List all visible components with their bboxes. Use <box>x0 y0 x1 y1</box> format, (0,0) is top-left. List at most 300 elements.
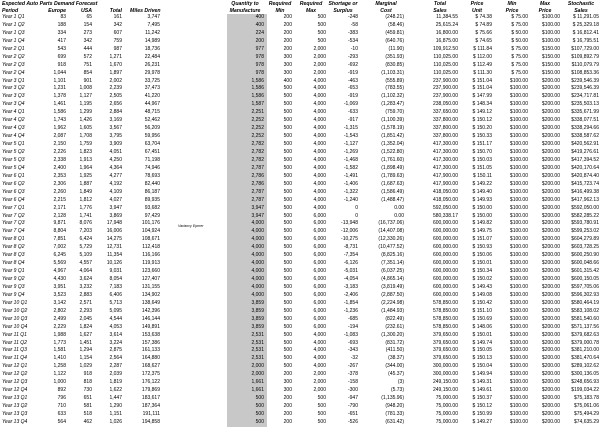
marginal-cost-cell: (8,825.16) <box>381 252 404 259</box>
total-sales-cell: 25,615.24 <box>435 21 458 28</box>
period-cell: Year 4 Q1 <box>2 109 25 116</box>
required-min-cell: 500 <box>283 283 292 290</box>
max-price-cell: $100.00 <box>541 37 560 44</box>
total-cell: 4,192 <box>109 180 122 187</box>
marginal-cost-cell: (948.20) <box>385 403 404 410</box>
min-price-cell: $100.00 <box>509 180 528 187</box>
max-price-cell: $200.00 <box>541 307 560 314</box>
quantity-cell: 400 <box>255 21 264 28</box>
miles-cell: 3,747 <box>147 14 160 20</box>
miles-cell: 104,924 <box>141 228 160 235</box>
total-sales-cell: 578,850.00 <box>432 307 458 314</box>
min-price-cell: $100.00 <box>509 244 528 251</box>
stochastic-sales-cell: $ 25,329.18 <box>572 21 599 28</box>
miles-cell: 194,858 <box>141 418 160 425</box>
min-price-cell: $ 75.00 <box>511 14 528 20</box>
table-row <box>0 54 600 60</box>
total-sales-cell: 600,000.00 <box>432 244 458 251</box>
stochastic-sales-cell: $581,540.60 <box>571 315 599 322</box>
header-maxprice-line1: Max <box>539 1 551 7</box>
period-cell: Year 1 Q3 <box>2 29 25 36</box>
price-cell: $ 150.33 <box>472 133 492 140</box>
total-sales-cell: 417,300.00 <box>432 148 458 155</box>
price-cell: $ 150.05 <box>472 347 492 354</box>
total-cell: 2,239 <box>109 85 122 92</box>
min-price-cell: $ 75.00 <box>511 61 528 68</box>
quantity-cell: 2,786 <box>251 180 264 187</box>
required-min-cell: 300 <box>283 61 292 68</box>
table-row <box>0 387 600 393</box>
max-price-cell: $200.00 <box>541 101 560 108</box>
required-max-cell: 4,000 <box>313 109 326 116</box>
max-price-cell: $200.00 <box>541 117 560 124</box>
total-cell: 10,126 <box>106 260 122 267</box>
required-min-cell: 500 <box>283 363 292 370</box>
quantity-cell: 2,782 <box>251 141 264 148</box>
usa-cell: 273 <box>83 29 92 36</box>
miles-cell: 191,111 <box>142 411 160 417</box>
min-price-cell: $100.00 <box>509 363 528 370</box>
miles-cell: 161,133 <box>141 347 160 354</box>
min-price-cell: $100.00 <box>509 299 528 306</box>
quantity-cell: 1,661 <box>251 379 264 386</box>
period-cell: Year 10 Q1 <box>2 299 28 306</box>
marginal-cost-cell: (783.55) <box>385 85 404 92</box>
stochastic-sales-cell: $592,050.00 <box>571 204 599 211</box>
required-max-cell: 6,000 <box>313 283 326 290</box>
europe-cell: 2,150 <box>53 141 66 148</box>
price-cell: $ 151.10 <box>472 307 492 314</box>
total-cell: 9,031 <box>109 268 122 275</box>
miles-cell: 112,418 <box>142 244 160 251</box>
miles-cell: 179,869 <box>141 387 160 394</box>
stochastic-sales-cell: $603,728.25 <box>571 244 599 251</box>
usa-cell: 1,195 <box>79 101 92 108</box>
price-cell: $ 150.00 <box>472 204 492 211</box>
miles-cell: 97,429 <box>144 212 160 219</box>
quantity-cell: 4,000 <box>251 236 264 243</box>
stochastic-sales-cell: $338,077.51 <box>571 117 599 124</box>
total-sales-cell: 75,000.00 <box>435 395 458 402</box>
shortage-cell: -1,236 <box>343 307 358 314</box>
quantity-cell: 4,000 <box>251 252 264 259</box>
europe-cell: 633 <box>57 411 66 417</box>
europe-cell: 2,400 <box>53 164 66 171</box>
table-row <box>0 332 600 338</box>
miles-cell: 187,364 <box>141 403 160 410</box>
marginal-cost-cell: (759.70) <box>385 109 404 116</box>
quantity-cell: 2,787 <box>251 164 264 171</box>
miles-cell: 22,484 <box>144 53 160 60</box>
price-cell: $ 151.05 <box>472 164 492 171</box>
europe-cell: 3,523 <box>53 291 66 298</box>
total-cell: 4,364 <box>109 164 122 171</box>
marginal-cost-cell: (248.21) <box>385 14 404 20</box>
shortage-cell: -8,731 <box>343 244 358 251</box>
europe-cell: 1,044 <box>53 69 66 76</box>
header-qty-line2: Manufacture <box>229 8 261 14</box>
marginal-cost-cell: (16,737.06) <box>378 220 404 227</box>
required-min-cell: 500 <box>283 260 292 267</box>
marginal-cost-cell: (411.50) <box>385 347 404 354</box>
quantity-cell: 2,000 <box>251 371 264 378</box>
miles-cell: 164,880 <box>141 355 160 362</box>
required-max-cell: 500 <box>317 14 326 20</box>
price-cell: $ 149.27 <box>472 418 492 425</box>
header-reqmin-line1: Required <box>268 1 292 7</box>
marginal-cost-cell: (1,135.96) <box>381 395 404 402</box>
total-sales-cell: 379,650.00 <box>432 339 458 346</box>
required-min-cell: 300 <box>283 53 292 60</box>
europe-cell: 7,851 <box>53 236 66 243</box>
marginal-cost-cell: (1,789.63) <box>381 172 404 179</box>
europe-cell: 1,231 <box>53 85 66 92</box>
required-min-cell: 500 <box>283 228 292 235</box>
quantity-cell: 4,000 <box>251 291 264 298</box>
required-max-cell: 6,000 <box>313 228 326 235</box>
total-cell: 6,406 <box>109 291 122 298</box>
usa-cell: 518 <box>83 411 92 417</box>
price-cell: $ 150.69 <box>472 315 492 322</box>
period-cell: Year 3 Q4 <box>2 101 25 108</box>
stochastic-sales-cell: $108,853.36 <box>571 69 599 76</box>
price-cell: $ 150.11 <box>472 172 492 179</box>
min-price-cell: $ 75.00 <box>511 45 528 52</box>
marginal-cost-cell: (1,102.32) <box>381 93 404 100</box>
usa-cell: 1,824 <box>79 323 92 330</box>
europe-cell: 543 <box>57 45 66 52</box>
min-price-cell: $100.00 <box>509 101 528 108</box>
period-cell: Year 8 Q2 <box>2 244 25 251</box>
total-sales-cell: 237,900.00 <box>432 93 458 100</box>
max-price-cell: $200.00 <box>541 212 560 219</box>
min-price-cell: $100.00 <box>509 188 528 195</box>
table-row <box>0 292 600 298</box>
quantity-cell: 1,586 <box>251 77 264 84</box>
shortage-cell: -7,354 <box>343 252 358 259</box>
required-max-cell: 4,000 <box>313 339 326 346</box>
min-price-cell: $100.00 <box>509 212 528 219</box>
usa-cell: 1,759 <box>79 141 92 148</box>
required-max-cell: 2,000 <box>313 53 326 60</box>
europe-cell: 699 <box>57 53 66 60</box>
miles-cell: 52,462 <box>144 117 160 124</box>
usa-cell: 2,571 <box>79 299 92 306</box>
miles-cell: 14,989 <box>144 37 160 44</box>
max-price-cell: $200.00 <box>541 228 560 235</box>
max-price-cell: $200.00 <box>541 299 560 306</box>
stochastic-sales-cell: $593,780.91 <box>571 220 599 227</box>
stochastic-sales-cell: $300,136.05 <box>571 371 599 378</box>
min-price-cell: $ 50.00 <box>511 37 528 44</box>
marginal-cost-cell: (555.89) <box>385 77 404 84</box>
usa-cell: 1,849 <box>79 188 92 195</box>
period-cell: Year 8 Q4 <box>2 260 25 267</box>
miles-cell: 108,671 <box>141 236 160 243</box>
quantity-cell: 200 <box>255 37 264 44</box>
required-max-cell: 500 <box>317 29 326 36</box>
europe-cell: 2,499 <box>53 315 66 322</box>
total-cell: 3,224 <box>109 339 122 346</box>
europe-cell: 6,245 <box>53 252 66 259</box>
max-price-cell: $200.00 <box>541 331 560 338</box>
marginal-cost-cell: (11.90) <box>388 45 404 52</box>
min-price-cell: $100.00 <box>509 411 528 417</box>
shortage-cell: -919 <box>347 93 358 100</box>
price-cell: $ 111.84 <box>473 45 492 52</box>
required-min-cell: 200 <box>283 418 292 425</box>
stochastic-sales-cell: $239,546.39 <box>571 77 599 84</box>
total-cell: 3,869 <box>109 212 122 219</box>
min-price-cell: $100.00 <box>509 395 528 402</box>
required-min-cell: 300 <box>283 387 292 394</box>
price-cell: $ 150.20 <box>472 125 492 132</box>
quantity-cell: 3,947 <box>251 212 264 219</box>
period-cell: Year 5 Q4 <box>2 164 25 171</box>
required-min-cell: 500 <box>283 252 292 259</box>
period-cell: Year 7 Q3 <box>2 220 25 227</box>
min-price-cell: $ 75.00 <box>511 21 528 28</box>
total-cell: 1,897 <box>109 69 122 76</box>
period-cell: Year 4 Q4 <box>2 133 25 140</box>
table-row <box>0 284 600 290</box>
max-price-cell: $200.00 <box>541 283 560 290</box>
header-minprice-line2: Price <box>505 8 519 14</box>
price-cell: $ 151.17 <box>472 141 492 148</box>
marginal-cost-cell: (1,898.49) <box>381 164 404 171</box>
price-cell: $ 149.08 <box>472 291 492 298</box>
miles-cell: 86,187 <box>144 188 160 195</box>
min-price-cell: $100.00 <box>509 283 528 290</box>
required-min-cell: 500 <box>283 212 292 219</box>
total-sales-cell: 600,000.00 <box>432 268 458 275</box>
stochastic-sales-cell: $599,253.02 <box>571 228 599 235</box>
marginal-cost-cell: (4,865.14) <box>381 276 404 283</box>
price-cell: $ 150.34 <box>472 268 492 275</box>
marginal-cost-cell: (1,488.47) <box>381 196 404 203</box>
stochastic-sales-cell: $416,499.38 <box>571 188 599 195</box>
table-row <box>0 363 600 369</box>
required-min-cell: 500 <box>283 188 292 195</box>
required-min-cell: 500 <box>283 101 292 108</box>
max-price-cell: $200.00 <box>541 371 560 378</box>
required-min-cell: 200 <box>283 403 292 410</box>
shortage-cell: -1,240 <box>343 196 358 203</box>
marginal-cost-cell: (830.85) <box>385 61 404 68</box>
quantity-cell: 2,251 <box>251 109 264 116</box>
total-sales-cell: 300,000.00 <box>432 363 458 370</box>
required-min-cell: 500 <box>283 117 292 124</box>
min-price-cell: $100.00 <box>509 228 528 235</box>
shortage-cell: -248 <box>347 14 358 20</box>
stochastic-sales-cell: $ 16,812.41 <box>572 29 599 36</box>
miles-cell: 119,913 <box>142 260 160 267</box>
period-cell: Year 12 Q1 <box>2 363 28 370</box>
min-price-cell: $100.00 <box>509 291 528 298</box>
total-cell: 4,544 <box>109 315 122 322</box>
max-price-cell: $200.00 <box>541 141 560 148</box>
stochastic-sales-cell: $235,503.13 <box>571 101 599 108</box>
total-sales-cell: 110,025.00 <box>433 69 458 76</box>
miles-cell: 138,649 <box>141 299 160 306</box>
period-cell: Year 6 Q2 <box>2 180 25 187</box>
min-price-cell: $100.00 <box>509 387 528 394</box>
total-cell: 4,109 <box>109 188 122 195</box>
required-max-cell: 2,000 <box>313 371 326 378</box>
shortage-cell: -12,006 <box>341 228 358 235</box>
miles-cell: 33,725 <box>144 77 160 84</box>
miles-cell: 56,209 <box>144 125 160 132</box>
marginal-cost-cell: (1,687.63) <box>381 180 404 187</box>
max-price-cell: $200.00 <box>541 363 560 370</box>
europe-cell: 2,306 <box>53 180 66 187</box>
header-maxprice-line2: Price <box>538 8 552 14</box>
min-price-cell: $100.00 <box>509 93 528 100</box>
europe-cell: 1,962 <box>53 125 66 132</box>
miles-cell: 131,155 <box>141 283 160 290</box>
total-cell: 5,095 <box>109 307 122 314</box>
required-min-cell: 500 <box>283 196 292 203</box>
table-row <box>0 14 600 20</box>
shortage-cell: -1,269 <box>343 148 358 155</box>
europe-cell: 1,378 <box>53 93 66 100</box>
shortage-cell: -1,406 <box>343 180 358 187</box>
table-row <box>0 316 600 322</box>
price-cell: $ 112.00 <box>472 53 492 60</box>
total-cell: 5,713 <box>109 299 122 306</box>
period-cell: Year 13 Q4 <box>2 418 28 425</box>
required-max-cell: 6,000 <box>313 315 326 322</box>
table-row <box>0 70 600 76</box>
total-cell: 2,505 <box>109 93 122 100</box>
usa-cell: 1,913 <box>79 156 92 163</box>
europe-cell: 710 <box>57 403 66 410</box>
miles-cell: 127,407 <box>141 276 160 283</box>
total-sales-cell: 249,150.00 <box>432 379 458 386</box>
total-sales-cell: 110,025.00 <box>433 53 458 60</box>
table-row <box>0 205 600 211</box>
table-row <box>0 101 600 107</box>
marginal-cost-cell: (7,351.14) <box>381 260 404 267</box>
min-price-cell: $100.00 <box>509 133 528 140</box>
period-cell: Year 7 Q2 <box>2 212 25 219</box>
stochastic-sales-cell: $417,962.13 <box>571 196 599 203</box>
miles-cell: 142,396 <box>141 307 160 314</box>
total-sales-cell: 337,650.00 <box>432 109 458 116</box>
marginal-cost-cell: (1,484.93) <box>381 307 404 314</box>
quantity-cell: 4,000 <box>251 228 264 235</box>
miles-cell: 67,451 <box>144 148 160 155</box>
max-price-cell: $200.00 <box>541 85 560 92</box>
marginal-cost-cell: (351.93) <box>385 53 404 60</box>
table-row <box>0 22 600 28</box>
required-min-cell: 500 <box>283 276 292 283</box>
total-cell: 8,054 <box>109 276 122 283</box>
period-cell: Year 9 Q2 <box>2 276 25 283</box>
total-sales-cell: 11,384.55 <box>436 14 458 20</box>
required-min-cell: 500 <box>283 141 292 148</box>
usa-cell: 1,451 <box>79 339 92 346</box>
usa-cell: 342 <box>83 37 92 44</box>
required-max-cell: 2,000 <box>313 45 326 52</box>
total-sales-cell: 417,300.00 <box>432 141 458 148</box>
price-cell: $ 150.93 <box>472 244 492 251</box>
miles-cell: 78,693 <box>144 172 160 179</box>
variancy-label: Variancy Epmer <box>178 224 204 228</box>
table-row <box>0 46 600 52</box>
max-price-cell: $200.00 <box>541 339 560 346</box>
stochastic-sales-cell: $338,294.66 <box>571 125 599 132</box>
period-cell: Year 9 Q4 <box>2 291 25 298</box>
min-price-cell: $100.00 <box>509 339 528 346</box>
max-price-cell: $150.00 <box>541 53 560 60</box>
usa-cell: 751 <box>83 61 92 68</box>
shortage-cell: -463 <box>347 77 358 84</box>
total-sales-cell: 337,800.00 <box>432 117 458 124</box>
required-max-cell: 4,000 <box>313 164 326 171</box>
quantity-cell: 1,661 <box>251 387 264 394</box>
required-max-cell: 4,000 <box>313 180 326 187</box>
total-cell: 759 <box>113 37 122 44</box>
stochastic-sales-cell: $335,671.99 <box>571 109 599 116</box>
shortage-cell: -534 <box>347 37 358 44</box>
europe-cell: 918 <box>57 61 66 68</box>
usa-cell: 1,741 <box>79 212 92 219</box>
total-sales-cell: 600,000.00 <box>432 252 458 259</box>
stochastic-sales-cell: $600,150.05 <box>571 276 599 283</box>
period-cell: Year 1 Q1 <box>2 14 25 20</box>
total-cell: 2,002 <box>109 77 122 84</box>
max-price-cell: $200.00 <box>541 291 560 298</box>
price-cell: $ 149.43 <box>472 283 492 290</box>
usa-cell: 581 <box>83 403 92 410</box>
total-cell: 2,884 <box>109 109 122 116</box>
marginal-cost-cell: (2,887.50) <box>381 291 404 298</box>
required-max-cell: 6,000 <box>313 236 326 243</box>
price-cell: $ 148.34 <box>472 101 492 108</box>
total-sales-cell: 417,900.00 <box>432 172 458 179</box>
period-cell: Year 11 Q1 <box>2 331 27 338</box>
required-max-cell: 2,000 <box>313 387 326 394</box>
header-reqmin-line2: Min <box>275 8 285 14</box>
usa-cell: 901 <box>83 77 92 84</box>
header-totalsales-line2: Sales <box>433 8 447 14</box>
price-cell: $ 75.66 <box>475 29 492 36</box>
total-sales-cell: 417,300.00 <box>432 164 458 171</box>
quantity-cell: 977 <box>255 45 264 52</box>
max-price-cell: $200.00 <box>541 196 560 203</box>
total-sales-cell: 600,000.00 <box>432 220 458 227</box>
required-max-cell: 2,000 <box>313 69 326 76</box>
total-sales-cell: 337,800.00 <box>432 133 458 140</box>
required-min-cell: 200 <box>283 14 292 20</box>
required-min-cell: 300 <box>283 69 292 76</box>
header-marginal-line1: Marginal <box>375 1 397 7</box>
total-sales-cell: 600,000.00 <box>432 260 458 267</box>
usa-cell: 65 <box>86 14 92 20</box>
marginal-cost-cell: (6,037.25) <box>381 268 404 275</box>
max-price-cell: $200.00 <box>541 77 560 84</box>
max-price-cell: $200.00 <box>541 180 560 187</box>
usa-cell: 5,729 <box>79 244 92 251</box>
max-price-cell: $200.00 <box>541 315 560 322</box>
min-price-cell: $ 75.00 <box>511 53 528 60</box>
period-cell: Year 7 Q1 <box>2 204 25 211</box>
header-qty-line1: Quantity to <box>231 1 259 7</box>
table-row <box>0 173 600 179</box>
europe-cell: 1,461 <box>53 101 66 108</box>
required-max-cell: 4,000 <box>313 347 326 354</box>
